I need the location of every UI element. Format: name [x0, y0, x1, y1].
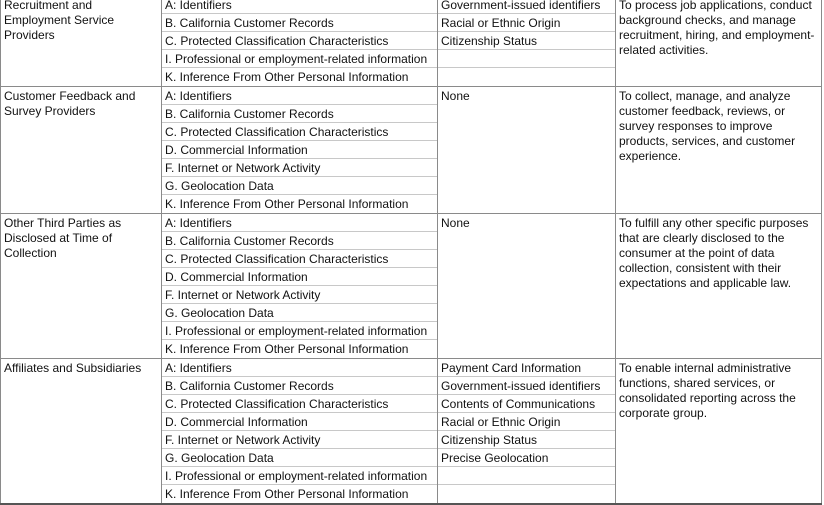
category-item: C. Protected Classification Characteristics [162, 250, 437, 268]
category-item: G. Geolocation Data [162, 304, 437, 322]
categories-cell [162, 214, 438, 358]
category-item: I. Professional or employment-related information [162, 322, 437, 340]
category-item: C. Protected Classification Characteristics [162, 123, 437, 141]
recipient-cell [0, 87, 162, 213]
purpose-text: To process job applications, conduct background checks, and manage recruitment, hiring, and employment-related activities. [619, 0, 815, 57]
category-item: G. Geolocation Data [162, 177, 437, 195]
sensitive-item: Citizenship Status [438, 32, 615, 50]
recipient-label: Customer Feedback and Survey Providers [4, 89, 136, 118]
recipient-label: Affiliates and Subsidiaries [4, 361, 142, 375]
categories-cell [162, 359, 438, 503]
sensitive-item: Government-issued identifiers [438, 0, 615, 14]
sensitive-item: None [441, 89, 470, 103]
categories-cell [162, 0, 438, 86]
category-item: F. Internet or Network Activity [162, 431, 437, 449]
category-item: K. Inference From Other Personal Information [165, 70, 409, 84]
purpose-text: To enable internal administrative functions, shared services, or consolidated reporting across the corporate group. [619, 361, 796, 420]
table-row [0, 0, 822, 87]
category-item: F. Internet or Network Activity [162, 286, 437, 304]
category-item: B. California Customer Records [162, 14, 437, 32]
purpose-cell [616, 0, 822, 86]
sensitive-item: Contents of Communications [438, 395, 615, 413]
sensitive-item: Government-issued identifiers [438, 377, 615, 395]
purpose-cell [616, 87, 822, 213]
category-item: A: Identifiers [162, 87, 437, 105]
sensitive-cell [438, 0, 616, 86]
sensitive-cell [438, 359, 616, 503]
recipient-cell [0, 214, 162, 358]
category-item: F. Internet or Network Activity [162, 159, 437, 177]
category-item: B. California Customer Records [162, 232, 437, 250]
recipient-label: Other Third Parties as Disclosed at Time of Collection [4, 216, 122, 260]
category-item: C. Protected Classification Characteristics [162, 395, 437, 413]
category-item: A: Identifiers [162, 359, 437, 377]
category-item: K. Inference From Other Personal Information [165, 197, 409, 211]
sensitive-item: Precise Geolocation [438, 449, 615, 467]
category-item: B. California Customer Records [162, 377, 437, 395]
purpose-text: To collect, manage, and analyze customer feedback, reviews, or survey responses to improve products, services, and customer experience. [619, 89, 796, 163]
sensitive-empty [438, 50, 615, 68]
category-item: G. Geolocation Data [162, 449, 437, 467]
category-item: I. Professional or employment-related information [162, 50, 437, 68]
table-row [0, 87, 822, 214]
recipient-cell [0, 359, 162, 503]
category-item: D. Commercial Information [162, 268, 437, 286]
recipient-cell [0, 0, 162, 86]
recipient-label: Recruitment and Employment Service Providers [4, 0, 115, 42]
category-item: K. Inference From Other Personal Information [165, 487, 409, 501]
categories-cell [162, 87, 438, 213]
purpose-cell [616, 359, 822, 503]
purpose-cell [616, 214, 822, 358]
sensitive-item: Racial or Ethnic Origin [438, 14, 615, 32]
category-item: C. Protected Classification Characteristics [162, 32, 437, 50]
sensitive-item: None [441, 216, 470, 230]
table-row [0, 359, 822, 505]
category-item: A: Identifiers [162, 0, 437, 14]
category-item: K. Inference From Other Personal Information [165, 342, 409, 356]
category-item: D. Commercial Information [162, 141, 437, 159]
sensitive-empty [438, 467, 615, 485]
purpose-text: To fulfill any other specific purposes that are clearly disclosed to the consumer at the point of data collection, consistent with their expectations and applicable law. [619, 216, 809, 290]
category-item: D. Commercial Information [162, 413, 437, 431]
table-row [0, 214, 822, 359]
sensitive-item: Racial or Ethnic Origin [438, 413, 615, 431]
sensitive-item: Citizenship Status [438, 431, 615, 449]
category-item: A: Identifiers [162, 214, 437, 232]
sensitive-item: Payment Card Information [438, 359, 615, 377]
sensitive-cell [438, 214, 616, 358]
category-item: I. Professional or employment-related information [162, 467, 437, 485]
sensitive-cell [438, 87, 616, 213]
category-item: B. California Customer Records [162, 105, 437, 123]
